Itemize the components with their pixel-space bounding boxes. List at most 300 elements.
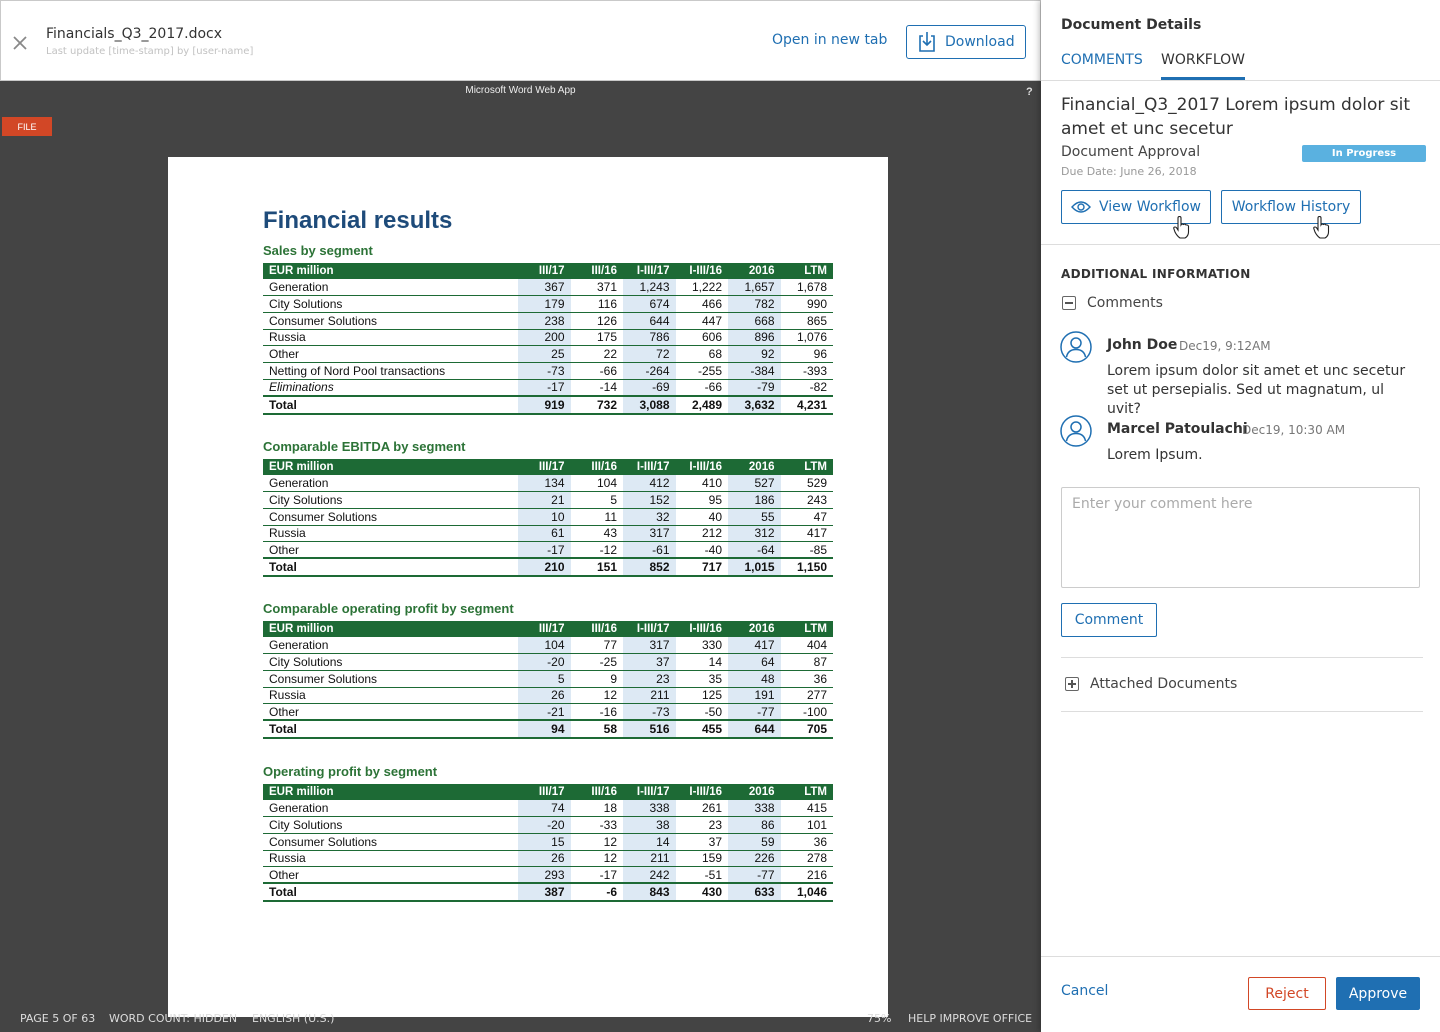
column-header: 2016 bbox=[728, 263, 781, 279]
table-row bbox=[263, 346, 833, 363]
table-cell: 179 bbox=[518, 296, 571, 313]
column-header: III/17 bbox=[518, 621, 571, 637]
table-cell: 134 bbox=[518, 475, 571, 492]
row-label: City Solutions bbox=[263, 817, 518, 834]
table-title: Operating profit by segment bbox=[263, 764, 438, 779]
table-cell: 782 bbox=[728, 296, 781, 313]
row-label: Netting of Nord Pool transactions bbox=[263, 362, 518, 379]
document-details-panel bbox=[1041, 0, 1440, 1032]
table-cell: 261 bbox=[676, 800, 729, 817]
row-label: Consumer Solutions bbox=[263, 670, 518, 687]
collapse-comments-icon[interactable] bbox=[1062, 296, 1076, 310]
tab-comments[interactable]: COMMENTS bbox=[1061, 52, 1143, 68]
table-cell: 606 bbox=[676, 329, 729, 346]
divider bbox=[1061, 711, 1423, 712]
table-cell: -33 bbox=[571, 817, 624, 834]
cancel-button[interactable]: Cancel bbox=[1061, 983, 1109, 999]
table-cell: 104 bbox=[518, 637, 571, 654]
table-cell: 387 bbox=[518, 883, 571, 901]
table-title: Comparable EBITDA by segment bbox=[263, 439, 466, 454]
table-cell: 330 bbox=[676, 637, 729, 654]
column-header: LTM bbox=[781, 263, 834, 279]
expand-attached-documents-icon[interactable] bbox=[1065, 677, 1079, 691]
column-header: 2016 bbox=[728, 621, 781, 637]
table-cell: 68 bbox=[676, 346, 729, 363]
table-cell: 12 bbox=[571, 687, 624, 704]
table-cell: 644 bbox=[623, 312, 676, 329]
row-label: Total bbox=[263, 558, 518, 576]
table-cell: 186 bbox=[728, 492, 781, 509]
table-cell: 47 bbox=[781, 508, 834, 525]
table-cell: 277 bbox=[781, 687, 834, 704]
viewer-app-title: Microsoft Word Web App bbox=[465, 85, 576, 96]
table-cell: -264 bbox=[623, 362, 676, 379]
table-cell: 55 bbox=[728, 508, 781, 525]
table-cell: 35 bbox=[676, 670, 729, 687]
table-cell: 1,015 bbox=[728, 558, 781, 576]
table-cell: 61 bbox=[518, 525, 571, 542]
table-cell: 1,222 bbox=[676, 279, 729, 296]
table-cell: 843 bbox=[623, 883, 676, 901]
table-cell: 412 bbox=[623, 475, 676, 492]
financial-table bbox=[263, 263, 833, 415]
help-button[interactable]: ? bbox=[1026, 86, 1033, 98]
table-cell: 417 bbox=[728, 637, 781, 654]
table-cell: 3,632 bbox=[728, 396, 781, 414]
column-header: I-III/16 bbox=[676, 459, 729, 475]
table-cell: 317 bbox=[623, 525, 676, 542]
viewer-header bbox=[0, 0, 1041, 81]
table-cell: -61 bbox=[623, 542, 676, 559]
table-cell: -14 bbox=[571, 379, 624, 396]
divider bbox=[1041, 244, 1440, 245]
table-cell: 211 bbox=[623, 687, 676, 704]
table-title: Sales by segment bbox=[263, 243, 373, 258]
avatar bbox=[1060, 415, 1092, 447]
table-cell: 37 bbox=[676, 833, 729, 850]
row-label: Russia bbox=[263, 850, 518, 867]
table-cell: 5 bbox=[518, 670, 571, 687]
tab-workflow[interactable]: WORKFLOW bbox=[1161, 52, 1245, 80]
table-cell: 243 bbox=[781, 492, 834, 509]
document-page bbox=[168, 157, 888, 1017]
attached-documents-label[interactable]: Attached Documents bbox=[1090, 676, 1238, 692]
table-cell: 37 bbox=[623, 654, 676, 671]
row-label: Generation bbox=[263, 800, 518, 817]
table-cell: -85 bbox=[781, 542, 834, 559]
financial-table-block bbox=[263, 601, 833, 739]
language-indicator[interactable]: ENGLISH (U.S.) bbox=[252, 1012, 335, 1025]
table-cell: -77 bbox=[728, 867, 781, 884]
download-icon bbox=[917, 31, 937, 53]
row-label: Generation bbox=[263, 279, 518, 296]
table-cell: 644 bbox=[728, 720, 781, 738]
table-cell: -73 bbox=[518, 362, 571, 379]
zoom-level[interactable]: 75% bbox=[867, 1012, 892, 1025]
table-cell: 516 bbox=[623, 720, 676, 738]
table-row bbox=[263, 817, 833, 834]
table-cell: 430 bbox=[676, 883, 729, 901]
table-row bbox=[263, 312, 833, 329]
column-header: EUR million bbox=[263, 621, 518, 637]
divider bbox=[1061, 657, 1423, 658]
table-cell: 4,231 bbox=[781, 396, 834, 414]
column-header: 2016 bbox=[728, 459, 781, 475]
table-cell: 466 bbox=[676, 296, 729, 313]
table-cell: 633 bbox=[728, 883, 781, 901]
table-cell: 72 bbox=[623, 346, 676, 363]
table-total-row bbox=[263, 396, 833, 414]
download-label: Download bbox=[945, 34, 1015, 50]
table-cell: 125 bbox=[676, 687, 729, 704]
table-cell: -82 bbox=[781, 379, 834, 396]
table-cell: 455 bbox=[676, 720, 729, 738]
file-last-update: Last update [time-stamp] by [user-name] bbox=[46, 46, 254, 57]
table-cell: 1,657 bbox=[728, 279, 781, 296]
hand-cursor-icon bbox=[1313, 216, 1331, 240]
approve-button[interactable]: Approve bbox=[1336, 977, 1420, 1010]
table-title: Comparable operating profit by segment bbox=[263, 601, 514, 616]
table-cell: 25 bbox=[518, 346, 571, 363]
table-cell: 238 bbox=[518, 312, 571, 329]
table-cell: 410 bbox=[676, 475, 729, 492]
hand-cursor-icon bbox=[1173, 216, 1191, 240]
column-header: I-III/17 bbox=[623, 621, 676, 637]
panel-title: Document Details bbox=[1061, 17, 1202, 33]
table-cell: 242 bbox=[623, 867, 676, 884]
comment-text: Lorem Ipsum. bbox=[1107, 447, 1203, 463]
table-cell: 9 bbox=[571, 670, 624, 687]
row-label: Other bbox=[263, 867, 518, 884]
table-cell: -21 bbox=[518, 704, 571, 721]
table-cell: 732 bbox=[571, 396, 624, 414]
comment-author: Marcel Patoulachi bbox=[1107, 421, 1248, 437]
table-cell: 116 bbox=[571, 296, 624, 313]
divider bbox=[1041, 956, 1440, 957]
row-label: Consumer Solutions bbox=[263, 312, 518, 329]
table-cell: 15 bbox=[518, 833, 571, 850]
column-header: EUR million bbox=[263, 263, 518, 279]
table-cell: 48 bbox=[728, 670, 781, 687]
row-label: City Solutions bbox=[263, 654, 518, 671]
table-cell: 87 bbox=[781, 654, 834, 671]
column-header: III/17 bbox=[518, 784, 571, 800]
row-label: City Solutions bbox=[263, 492, 518, 509]
table-cell: 104 bbox=[571, 475, 624, 492]
table-cell: 38 bbox=[623, 817, 676, 834]
table-cell: 14 bbox=[676, 654, 729, 671]
comment-time: Dec19, 10:30 AM bbox=[1242, 423, 1346, 437]
table-cell: 2,489 bbox=[676, 396, 729, 414]
table-cell: 705 bbox=[781, 720, 834, 738]
row-label: City Solutions bbox=[263, 296, 518, 313]
column-header: LTM bbox=[781, 459, 834, 475]
table-cell: -66 bbox=[676, 379, 729, 396]
table-cell: 278 bbox=[781, 850, 834, 867]
table-cell: 1,243 bbox=[623, 279, 676, 296]
table-cell: 317 bbox=[623, 637, 676, 654]
table-cell: 674 bbox=[623, 296, 676, 313]
table-cell: -20 bbox=[518, 817, 571, 834]
table-cell: 1,076 bbox=[781, 329, 834, 346]
workflow-history-button[interactable] bbox=[1221, 190, 1361, 224]
column-header: III/16 bbox=[571, 263, 624, 279]
table-cell: 36 bbox=[781, 833, 834, 850]
table-cell: 94 bbox=[518, 720, 571, 738]
comment-input[interactable] bbox=[1061, 487, 1420, 588]
financial-table-block bbox=[263, 243, 833, 415]
table-cell: -393 bbox=[781, 362, 834, 379]
table-row bbox=[263, 329, 833, 346]
column-header: I-III/16 bbox=[676, 784, 729, 800]
financial-table-block bbox=[263, 764, 833, 902]
table-cell: 21 bbox=[518, 492, 571, 509]
table-total-row bbox=[263, 558, 833, 576]
comment-button[interactable]: Comment bbox=[1061, 603, 1157, 637]
table-cell: 14 bbox=[623, 833, 676, 850]
table-cell: -51 bbox=[676, 867, 729, 884]
table-cell: 26 bbox=[518, 687, 571, 704]
table-cell: 226 bbox=[728, 850, 781, 867]
table-cell: 95 bbox=[676, 492, 729, 509]
table-cell: -17 bbox=[518, 379, 571, 396]
table-cell: -64 bbox=[728, 542, 781, 559]
page-indicator: PAGE 5 OF 63 bbox=[20, 1012, 96, 1025]
table-cell: -100 bbox=[781, 704, 834, 721]
row-label: Russia bbox=[263, 329, 518, 346]
table-row bbox=[263, 279, 833, 296]
table-row bbox=[263, 704, 833, 721]
table-cell: 18 bbox=[571, 800, 624, 817]
comment-time: Dec19, 9:12AM bbox=[1179, 339, 1271, 353]
file-menu-tab[interactable]: FILE bbox=[2, 117, 52, 136]
table-cell: 101 bbox=[781, 817, 834, 834]
table-cell: 1,046 bbox=[781, 883, 834, 901]
table-cell: 668 bbox=[728, 312, 781, 329]
close-icon[interactable] bbox=[11, 31, 29, 53]
column-header: I-III/17 bbox=[623, 263, 676, 279]
table-cell: 96 bbox=[781, 346, 834, 363]
table-cell: 58 bbox=[571, 720, 624, 738]
table-cell: -77 bbox=[728, 704, 781, 721]
table-row bbox=[263, 850, 833, 867]
additional-information-heading: ADDITIONAL INFORMATION bbox=[1061, 267, 1251, 281]
table-row bbox=[263, 525, 833, 542]
table-cell: -17 bbox=[571, 867, 624, 884]
row-label: Consumer Solutions bbox=[263, 833, 518, 850]
workflow-history-label: Workflow History bbox=[1231, 199, 1351, 215]
due-date: Due Date: June 26, 2018 bbox=[1061, 165, 1197, 178]
table-cell: 527 bbox=[728, 475, 781, 492]
row-label: Generation bbox=[263, 637, 518, 654]
row-label: Consumer Solutions bbox=[263, 508, 518, 525]
table-cell: 293 bbox=[518, 867, 571, 884]
avatar bbox=[1060, 331, 1092, 363]
table-cell: 152 bbox=[623, 492, 676, 509]
row-label: Other bbox=[263, 542, 518, 559]
column-header: LTM bbox=[781, 621, 834, 637]
table-cell: 1,678 bbox=[781, 279, 834, 296]
table-cell: -255 bbox=[676, 362, 729, 379]
table-row bbox=[263, 833, 833, 850]
table-cell: 11 bbox=[571, 508, 624, 525]
table-row bbox=[263, 508, 833, 525]
column-header: III/17 bbox=[518, 459, 571, 475]
table-cell: -50 bbox=[676, 704, 729, 721]
table-cell: 404 bbox=[781, 637, 834, 654]
column-header: III/16 bbox=[571, 784, 624, 800]
table-cell: 59 bbox=[728, 833, 781, 850]
table-cell: 32 bbox=[623, 508, 676, 525]
comments-section-label[interactable]: Comments bbox=[1087, 295, 1163, 311]
table-cell: 12 bbox=[571, 850, 624, 867]
table-row bbox=[263, 867, 833, 884]
table-cell: 216 bbox=[781, 867, 834, 884]
table-row bbox=[263, 492, 833, 509]
table-cell: 74 bbox=[518, 800, 571, 817]
table-cell: 338 bbox=[623, 800, 676, 817]
table-cell: 896 bbox=[728, 329, 781, 346]
table-cell: 5 bbox=[571, 492, 624, 509]
table-cell: 12 bbox=[571, 833, 624, 850]
table-total-row bbox=[263, 720, 833, 738]
table-row bbox=[263, 296, 833, 313]
table-row bbox=[263, 475, 833, 492]
table-cell: 371 bbox=[571, 279, 624, 296]
help-improve-office-link[interactable]: HELP IMPROVE OFFICE bbox=[908, 1012, 1033, 1025]
table-row bbox=[263, 542, 833, 559]
table-cell: 417 bbox=[781, 525, 834, 542]
view-workflow-label: View Workflow bbox=[1099, 199, 1201, 215]
row-label: Eliminations bbox=[263, 379, 518, 396]
table-cell: 717 bbox=[676, 558, 729, 576]
column-header: 2016 bbox=[728, 784, 781, 800]
row-label: Total bbox=[263, 883, 518, 901]
table-cell: 210 bbox=[518, 558, 571, 576]
workflow-document-title: Financial_Q3_2017 Lorem ipsum dolor sit amet et unc secetur bbox=[1061, 95, 1410, 139]
row-label: Other bbox=[263, 346, 518, 363]
table-cell: -384 bbox=[728, 362, 781, 379]
table-cell: 151 bbox=[571, 558, 624, 576]
table-cell: 529 bbox=[781, 475, 834, 492]
table-cell: -16 bbox=[571, 704, 624, 721]
table-cell: -73 bbox=[623, 704, 676, 721]
row-label: Total bbox=[263, 720, 518, 738]
column-header: I-III/16 bbox=[676, 263, 729, 279]
column-header: LTM bbox=[781, 784, 834, 800]
table-cell: 92 bbox=[728, 346, 781, 363]
eye-icon bbox=[1071, 200, 1091, 214]
table-cell: 312 bbox=[728, 525, 781, 542]
table-cell: 367 bbox=[518, 279, 571, 296]
column-header: I-III/17 bbox=[623, 459, 676, 475]
column-header: I-III/16 bbox=[676, 621, 729, 637]
divider bbox=[1041, 80, 1440, 81]
financial-table bbox=[263, 459, 833, 577]
table-cell: 415 bbox=[781, 800, 834, 817]
table-cell: 919 bbox=[518, 396, 571, 414]
table-cell: -6 bbox=[571, 883, 624, 901]
table-header-row bbox=[263, 459, 833, 475]
table-cell: -69 bbox=[623, 379, 676, 396]
table-row bbox=[263, 362, 833, 379]
financial-table bbox=[263, 784, 833, 902]
table-cell: 10 bbox=[518, 508, 571, 525]
table-cell: 1,150 bbox=[781, 558, 834, 576]
word-count: WORD COUNT: HIDDEN bbox=[109, 1012, 238, 1025]
table-cell: 159 bbox=[676, 850, 729, 867]
table-row bbox=[263, 654, 833, 671]
table-row bbox=[263, 800, 833, 817]
table-cell: 990 bbox=[781, 296, 834, 313]
table-cell: -17 bbox=[518, 542, 571, 559]
table-cell: 26 bbox=[518, 850, 571, 867]
table-row bbox=[263, 670, 833, 687]
table-cell: -20 bbox=[518, 654, 571, 671]
row-label: Russia bbox=[263, 687, 518, 704]
table-cell: 200 bbox=[518, 329, 571, 346]
comment-author: John Doe bbox=[1107, 337, 1178, 353]
table-cell: 40 bbox=[676, 508, 729, 525]
table-cell: -12 bbox=[571, 542, 624, 559]
table-cell: 23 bbox=[623, 670, 676, 687]
table-cell: 43 bbox=[571, 525, 624, 542]
table-cell: 126 bbox=[571, 312, 624, 329]
table-cell: 77 bbox=[571, 637, 624, 654]
financial-table-block bbox=[263, 439, 833, 577]
status-badge: In Progress bbox=[1302, 145, 1426, 162]
table-total-row bbox=[263, 883, 833, 901]
open-in-new-tab-link[interactable]: Open in new tab bbox=[772, 32, 888, 48]
comment-text: Lorem ipsum dolor sit amet et unc secetur set ut persepialis. Sed ut magnatum, ul uvit? bbox=[1107, 363, 1406, 417]
column-header: III/16 bbox=[571, 621, 624, 637]
table-cell: 175 bbox=[571, 329, 624, 346]
row-label: Other bbox=[263, 704, 518, 721]
table-cell: 786 bbox=[623, 329, 676, 346]
document-viewer bbox=[0, 81, 1041, 1032]
table-cell: 447 bbox=[676, 312, 729, 329]
column-header: I-III/17 bbox=[623, 784, 676, 800]
table-cell: 23 bbox=[676, 817, 729, 834]
file-name: Financials_Q3_2017.docx bbox=[46, 26, 223, 42]
table-cell: 865 bbox=[781, 312, 834, 329]
table-cell: 64 bbox=[728, 654, 781, 671]
table-cell: 86 bbox=[728, 817, 781, 834]
row-label: Generation bbox=[263, 475, 518, 492]
table-header-row bbox=[263, 263, 833, 279]
table-cell: -79 bbox=[728, 379, 781, 396]
table-cell: 36 bbox=[781, 670, 834, 687]
reject-button[interactable]: Reject bbox=[1248, 977, 1326, 1010]
document-title: Financial results bbox=[263, 207, 453, 234]
download-button[interactable] bbox=[906, 25, 1026, 59]
column-header: EUR million bbox=[263, 459, 518, 475]
table-row bbox=[263, 637, 833, 654]
table-cell: 3,088 bbox=[623, 396, 676, 414]
financial-table bbox=[263, 621, 833, 739]
table-cell: 22 bbox=[571, 346, 624, 363]
table-cell: 852 bbox=[623, 558, 676, 576]
workflow-type: Document Approval bbox=[1061, 144, 1201, 160]
column-header: III/16 bbox=[571, 459, 624, 475]
table-header-row bbox=[263, 621, 833, 637]
table-cell: 191 bbox=[728, 687, 781, 704]
table-cell: -40 bbox=[676, 542, 729, 559]
table-row bbox=[263, 379, 833, 396]
row-label: Total bbox=[263, 396, 518, 414]
table-cell: 211 bbox=[623, 850, 676, 867]
table-header-row bbox=[263, 784, 833, 800]
